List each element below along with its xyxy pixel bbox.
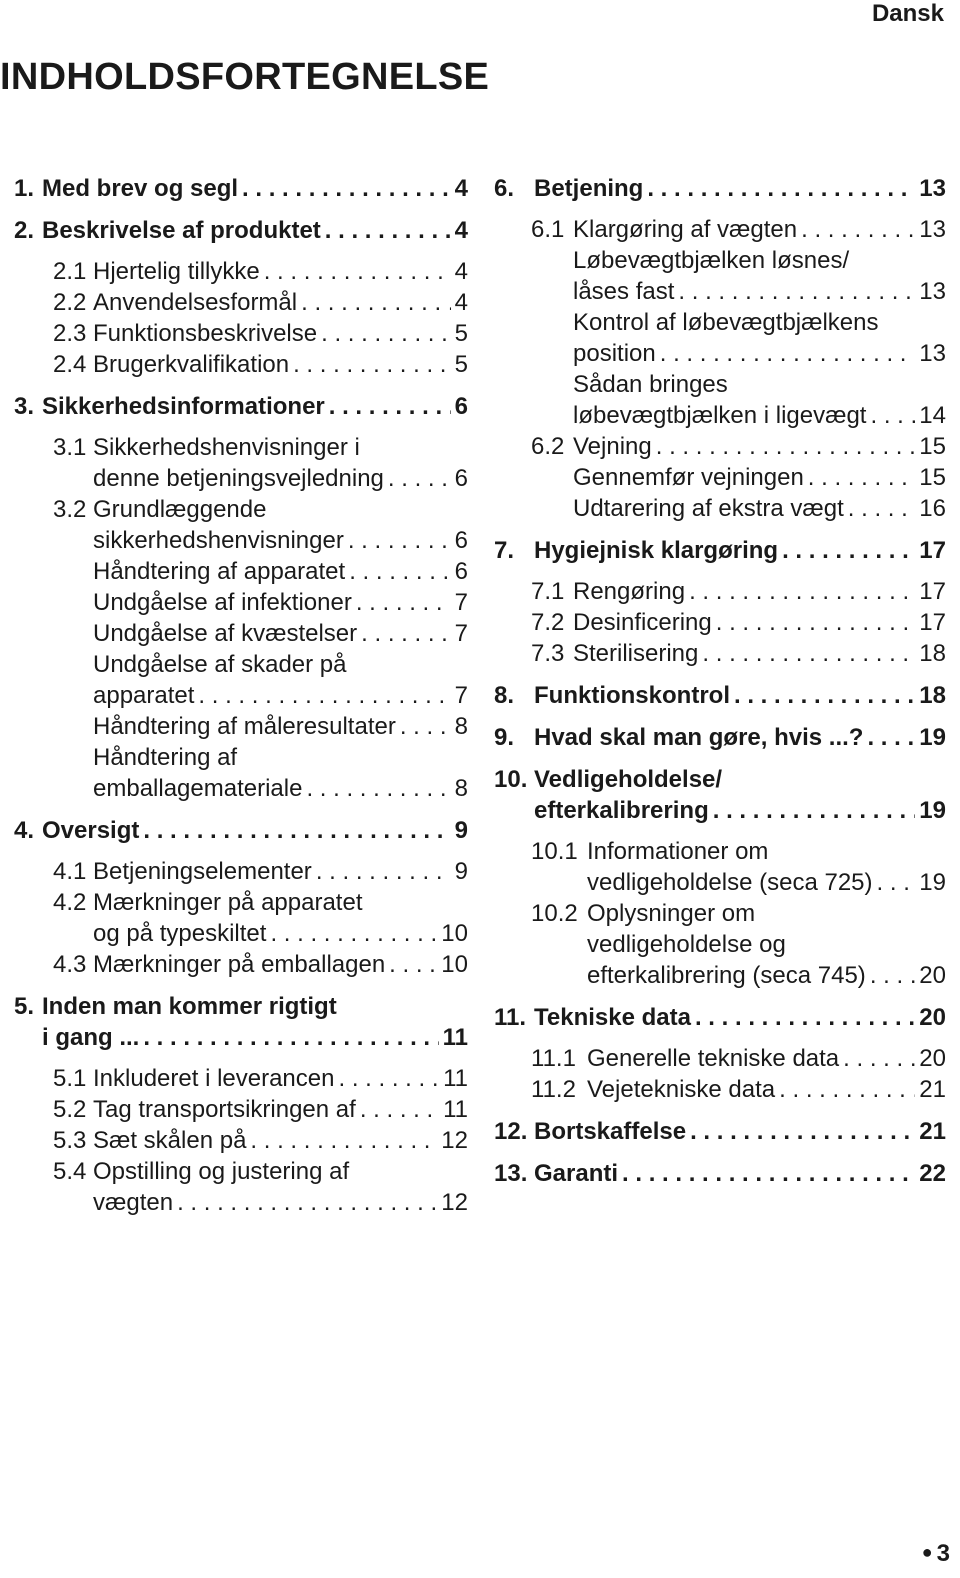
toc-entry-title: Brugerkvalifikation xyxy=(93,351,290,378)
toc-entry-number: 10.1 xyxy=(531,838,578,865)
toc-entry-number: 4.1 xyxy=(53,858,87,885)
toc-subsection-entry[interactable] xyxy=(14,1125,468,1156)
toc-entry-number: 3. xyxy=(14,393,35,420)
toc-subsection-entry[interactable] xyxy=(494,607,946,638)
toc-subsection-entry[interactable] xyxy=(494,462,946,493)
toc-entry-title: Rengøring xyxy=(573,578,686,605)
toc-entry-title: vedligeholdelse (seca 725) xyxy=(587,869,873,896)
toc-entry-page: 9 xyxy=(454,817,468,844)
toc-section-entry[interactable] xyxy=(14,173,468,204)
toc-entry-title: Garanti xyxy=(534,1160,619,1187)
bullet-icon: ● xyxy=(921,1542,933,1562)
page-title: INDHOLDSFORTEGNELSE xyxy=(0,56,490,98)
toc-entry-page: 17 xyxy=(919,609,946,636)
toc-entry-title: Håndtering af xyxy=(93,744,238,771)
dot-leader xyxy=(622,1158,915,1189)
toc-entry-number: 4. xyxy=(14,817,35,844)
toc-entry-page: 12 xyxy=(441,1189,468,1216)
toc-entry-title: Vejning xyxy=(573,433,652,460)
toc-entry-page: 6 xyxy=(454,393,468,420)
toc-entry-number: 10.2 xyxy=(531,900,578,927)
toc-entry-title: Grundlæggende xyxy=(93,496,267,523)
toc-subsection-entry[interactable] xyxy=(14,1094,468,1125)
toc-section-entry[interactable] xyxy=(494,1002,946,1033)
toc-subsection-entry[interactable] xyxy=(14,949,468,980)
toc-entry-page: 5 xyxy=(454,320,468,347)
dot-leader xyxy=(695,1002,915,1033)
dot-leader xyxy=(143,815,450,846)
dot-leader xyxy=(361,618,451,649)
toc-entry-number: 11.1 xyxy=(531,1045,576,1072)
toc-section-entry[interactable] xyxy=(494,173,946,204)
toc-section-entry[interactable] xyxy=(14,215,468,246)
toc-entry-number: 2.3 xyxy=(53,320,87,347)
toc-entry-page: 8 xyxy=(454,775,468,802)
toc-subsection-entry[interactable] xyxy=(494,369,946,431)
toc-entry-page: 7 xyxy=(454,682,468,709)
toc-entry-title: Opstilling og justering af xyxy=(93,1158,350,1185)
toc-entry-title: Hjertelig tillykke xyxy=(93,258,260,285)
toc-entry-title: Mærkninger på emballagen xyxy=(93,951,386,978)
toc-entry-number: 5.4 xyxy=(53,1158,87,1185)
toc-subsection-entry[interactable] xyxy=(494,1043,946,1074)
toc-subsection-entry[interactable] xyxy=(14,1156,468,1218)
toc-right-column xyxy=(494,173,946,1189)
toc-entry-number: 2.4 xyxy=(53,351,87,378)
toc-entry-page: 19 xyxy=(919,797,946,824)
toc-subsection-entry[interactable] xyxy=(14,1063,468,1094)
dot-leader xyxy=(647,173,915,204)
toc-entry-title: efterkalibrering xyxy=(534,797,709,824)
toc-entry-number: 5.2 xyxy=(53,1096,87,1123)
dot-leader xyxy=(734,680,915,711)
page-number-value: 3 xyxy=(936,1540,950,1567)
toc-section-entry[interactable] xyxy=(494,680,946,711)
toc-entry-page: 6 xyxy=(454,558,468,585)
toc-entry-number: 5.1 xyxy=(53,1065,87,1092)
dot-leader xyxy=(843,1043,915,1074)
toc-entry-title: Desinficering xyxy=(573,609,712,636)
toc-subsection-entry[interactable] xyxy=(14,618,468,649)
toc-entry-title: denne betjeningsvejledning xyxy=(93,465,384,492)
toc-entry-number: 6.1 xyxy=(531,216,565,243)
toc-entry-number: 11.2 xyxy=(531,1076,576,1103)
toc-entry-number: 7.2 xyxy=(531,609,565,636)
toc-entry-page: 5 xyxy=(454,351,468,378)
toc-entry-number: 12. xyxy=(494,1118,528,1145)
language-label: Dansk xyxy=(871,0,944,27)
dot-leader xyxy=(400,711,451,742)
toc-subsection-entry[interactable] xyxy=(14,349,468,380)
toc-entry-page: 10 xyxy=(441,920,468,947)
dot-leader xyxy=(338,1063,439,1094)
toc-entry-title: Sterilisering xyxy=(573,640,699,667)
dot-leader xyxy=(306,773,450,804)
toc-entry-page: 8 xyxy=(454,713,468,740)
toc-entry-title: Tag transportsikringen af xyxy=(93,1096,356,1123)
toc-entry-title: Generelle tekniske data xyxy=(587,1045,840,1072)
toc-entry-number: 10. xyxy=(494,766,528,793)
toc-entry-title: låses fast xyxy=(573,278,675,305)
toc-entry-title: Informationer om xyxy=(587,838,769,865)
toc-entry-page: 10 xyxy=(441,951,468,978)
toc-entry-page: 21 xyxy=(919,1118,946,1145)
toc-entry-title: sikkerhedshenvisninger xyxy=(93,527,344,554)
toc-entry-title: Betjeningselementer xyxy=(93,858,312,885)
toc-entry-page: 11 xyxy=(442,1024,468,1051)
toc-entry-number: 6. xyxy=(494,175,515,202)
toc-entry-page: 4 xyxy=(454,258,468,285)
toc-entry-page: 4 xyxy=(454,289,468,316)
toc-subsection-entry[interactable] xyxy=(494,214,946,245)
toc-entry-number: 2.1 xyxy=(53,258,87,285)
toc-entry-number: 9. xyxy=(494,724,515,751)
toc-entry-title: Klargøring af vægten xyxy=(573,216,798,243)
dot-leader xyxy=(678,276,915,307)
toc-subsection-entry[interactable] xyxy=(14,887,468,949)
dot-leader xyxy=(349,556,450,587)
toc-subsection-entry[interactable] xyxy=(14,856,468,887)
toc-entry-title: vægten xyxy=(93,1189,174,1216)
toc-entry-page: 20 xyxy=(919,1004,946,1031)
toc-entry-number: 4.2 xyxy=(53,889,87,916)
toc-section-entry[interactable] xyxy=(494,764,946,826)
toc-entry-page: 19 xyxy=(919,724,946,751)
dot-leader xyxy=(867,722,915,753)
toc-subsection-entry[interactable] xyxy=(14,556,468,587)
toc-section-entry[interactable] xyxy=(14,991,468,1053)
toc-entry-number: 8. xyxy=(494,682,515,709)
dot-leader xyxy=(325,215,451,246)
toc-entry-number: 11. xyxy=(494,1004,527,1031)
dot-leader xyxy=(782,535,915,566)
toc-entry-number: 2.2 xyxy=(53,289,87,316)
toc-subsection-entry[interactable] xyxy=(14,649,468,711)
dot-leader xyxy=(656,431,916,462)
toc-subsection-entry[interactable] xyxy=(14,711,468,742)
dot-leader xyxy=(870,400,915,431)
toc-entry-title: Undgåelse af kvæstelser xyxy=(93,620,358,647)
toc-entry-title: i gang ... xyxy=(42,1024,140,1051)
dot-leader xyxy=(848,493,916,524)
toc-entry-title: Gennemfør vejningen xyxy=(573,464,804,491)
toc-entry-title: Funktionsbeskrivelse xyxy=(93,320,318,347)
toc-entry-page: 15 xyxy=(919,433,946,460)
toc-entry-number: 5. xyxy=(14,993,35,1020)
toc-entry-page: 18 xyxy=(919,640,946,667)
toc-subsection-entry[interactable] xyxy=(14,287,468,318)
toc-section-entry[interactable] xyxy=(494,722,946,753)
toc-entry-page: 13 xyxy=(919,175,946,202)
dot-leader xyxy=(360,1094,439,1125)
dot-leader xyxy=(356,587,451,618)
toc-section-entry[interactable] xyxy=(14,815,468,846)
toc-section-entry[interactable] xyxy=(14,391,468,422)
toc-subsection-entry[interactable] xyxy=(14,256,468,287)
toc-entry-title: løbevægtbjælken i ligevægt xyxy=(573,402,867,429)
dot-leader xyxy=(329,391,451,422)
dot-leader xyxy=(348,525,451,556)
toc-subsection-entry[interactable] xyxy=(494,307,946,369)
toc-entry-title: og på typeskiltet xyxy=(93,920,267,947)
toc-entry-title: Anvendelsesformål xyxy=(93,289,298,316)
toc-entry-title: Tekniske data xyxy=(534,1004,691,1031)
dot-leader xyxy=(301,287,451,318)
toc-entry-title: position xyxy=(573,340,656,367)
toc-entry-page: 17 xyxy=(919,578,946,605)
toc-entry-page: 6 xyxy=(454,527,468,554)
dot-leader xyxy=(242,173,451,204)
toc-entry-title: Håndtering af måleresultater xyxy=(93,713,396,740)
dot-leader xyxy=(660,338,916,369)
toc-entry-title: Løbevægtbjælken løsnes/ xyxy=(573,247,850,274)
toc-entry-title: Oversigt xyxy=(42,817,140,844)
toc-entry-page: 6 xyxy=(454,465,468,492)
dot-leader xyxy=(198,680,450,711)
toc-entry-title: Inden man kommer rigtigt xyxy=(42,993,337,1020)
toc-entry-title: apparatet xyxy=(93,682,195,709)
dot-leader xyxy=(877,867,916,898)
dot-leader xyxy=(264,256,451,287)
dot-leader xyxy=(779,1074,915,1105)
toc-subsection-entry[interactable] xyxy=(494,836,946,898)
toc-subsection-entry[interactable] xyxy=(494,576,946,607)
toc-entry-title: Beskrivelse af produktet xyxy=(42,217,321,244)
dot-leader xyxy=(801,214,915,245)
toc-section-entry[interactable] xyxy=(494,1158,946,1189)
toc-entry-title: Sådan bringes xyxy=(573,371,728,398)
toc-subsection-entry[interactable] xyxy=(494,493,946,524)
toc-entry-page: 20 xyxy=(919,962,946,989)
toc-subsection-entry[interactable] xyxy=(14,318,468,349)
toc-subsection-entry[interactable] xyxy=(494,898,946,991)
dot-leader xyxy=(389,949,437,980)
toc-entry-page: 13 xyxy=(919,216,946,243)
dot-leader xyxy=(716,607,916,638)
toc-entry-title: Funktionskontrol xyxy=(534,682,730,709)
toc-entry-number: 7.3 xyxy=(531,640,565,667)
toc-entry-title: Udtarering af ekstra vægt xyxy=(573,495,844,522)
toc-entry-page: 11 xyxy=(443,1065,468,1092)
toc-entry-title: emballagemateriale xyxy=(93,775,303,802)
toc-subsection-entry[interactable] xyxy=(494,245,946,307)
dot-leader xyxy=(250,1125,437,1156)
toc-entry-title: Kontrol af løbevægtbjælkens xyxy=(573,309,879,336)
toc-entry-page: 14 xyxy=(919,402,946,429)
toc-entry-page: 16 xyxy=(919,495,946,522)
toc-entry-page: 13 xyxy=(919,278,946,305)
toc-entry-number: 6.2 xyxy=(531,433,565,460)
dot-leader xyxy=(713,795,916,826)
toc-entry-page: 18 xyxy=(919,682,946,709)
toc-entry-title: Håndtering af apparatet xyxy=(93,558,346,585)
dot-leader xyxy=(177,1187,437,1218)
toc-entry-page: 17 xyxy=(919,537,946,564)
toc-entry-title: Undgåelse af infektioner xyxy=(93,589,352,616)
toc-entry-number: 7. xyxy=(494,537,515,564)
dot-leader xyxy=(808,462,916,493)
toc-subsection-entry[interactable] xyxy=(14,494,468,556)
dot-leader xyxy=(702,638,915,669)
toc-entry-number: 7.1 xyxy=(531,578,565,605)
toc-entry-page: 4 xyxy=(454,175,468,202)
toc-entry-title: Vejetekniske data xyxy=(587,1076,776,1103)
toc-entry-page: 4 xyxy=(454,217,468,244)
toc-entry-page: 13 xyxy=(919,340,946,367)
toc-entry-title: Mærkninger på apparatet xyxy=(93,889,363,916)
toc-subsection-entry[interactable] xyxy=(14,742,468,804)
toc-entry-title: Sikkerhedsinformationer xyxy=(42,393,325,420)
toc-entry-title: Hygiejnisk klargøring xyxy=(534,537,779,564)
toc-entry-title: Sikkerhedshenvisninger i xyxy=(93,434,360,461)
toc-entry-title: Betjening xyxy=(534,175,644,202)
toc-subsection-entry[interactable] xyxy=(494,431,946,462)
dot-leader xyxy=(143,1022,438,1053)
toc-entry-title: Undgåelse af skader på xyxy=(93,651,347,678)
toc-entry-number: 5.3 xyxy=(53,1127,87,1154)
toc-entry-page: 19 xyxy=(919,869,946,896)
dot-leader xyxy=(321,318,451,349)
toc-entry-title: Vedligeholdelse/ xyxy=(534,766,723,793)
toc-entry-number: 2. xyxy=(14,217,35,244)
dot-leader xyxy=(870,960,915,991)
toc-subsection-entry[interactable] xyxy=(14,587,468,618)
dot-leader xyxy=(316,856,451,887)
toc-entry-title: Oplysninger om xyxy=(587,900,756,927)
toc-entry-page: 12 xyxy=(441,1127,468,1154)
toc-entry-number: 3.1 xyxy=(53,434,87,461)
toc-subsection-entry[interactable] xyxy=(494,1074,946,1105)
toc-entry-number: 4.3 xyxy=(53,951,87,978)
toc-left-column xyxy=(14,173,468,1218)
toc-entry-number: 3.2 xyxy=(53,496,87,523)
toc-entry-page: 9 xyxy=(454,858,468,885)
dot-leader xyxy=(689,576,915,607)
toc-entry-page: 21 xyxy=(919,1076,946,1103)
toc-section-entry[interactable] xyxy=(494,535,946,566)
toc-entry-page: 20 xyxy=(919,1045,946,1072)
toc-entry-title: Inkluderet i leverancen xyxy=(93,1065,335,1092)
dot-leader xyxy=(388,463,451,494)
toc-entry-title: Bortskaffelse xyxy=(534,1118,687,1145)
toc-entry-page: 22 xyxy=(919,1160,946,1187)
toc-entry-page: 7 xyxy=(454,589,468,616)
toc-subsection-entry[interactable] xyxy=(494,638,946,669)
toc-entry-title: vedligeholdelse og xyxy=(587,931,786,958)
toc-entry-title: Med brev og segl xyxy=(42,175,239,202)
toc-entry-title: Sæt skålen på xyxy=(93,1127,247,1154)
page-number xyxy=(922,1540,950,1568)
toc-entry-title: efterkalibrering (seca 745) xyxy=(587,962,866,989)
dot-leader xyxy=(690,1116,915,1147)
toc-entry-number: 1. xyxy=(14,175,35,202)
toc-section-entry[interactable] xyxy=(494,1116,946,1147)
toc-entry-number: 13. xyxy=(494,1160,528,1187)
toc-entry-title: Hvad skal man gøre, hvis ...? xyxy=(534,724,864,751)
dot-leader xyxy=(270,918,437,949)
toc-entry-page: 11 xyxy=(443,1096,468,1123)
dot-leader xyxy=(293,349,451,380)
toc-entry-page: 15 xyxy=(919,464,946,491)
toc-subsection-entry[interactable] xyxy=(14,432,468,494)
toc-entry-page: 7 xyxy=(454,620,468,647)
